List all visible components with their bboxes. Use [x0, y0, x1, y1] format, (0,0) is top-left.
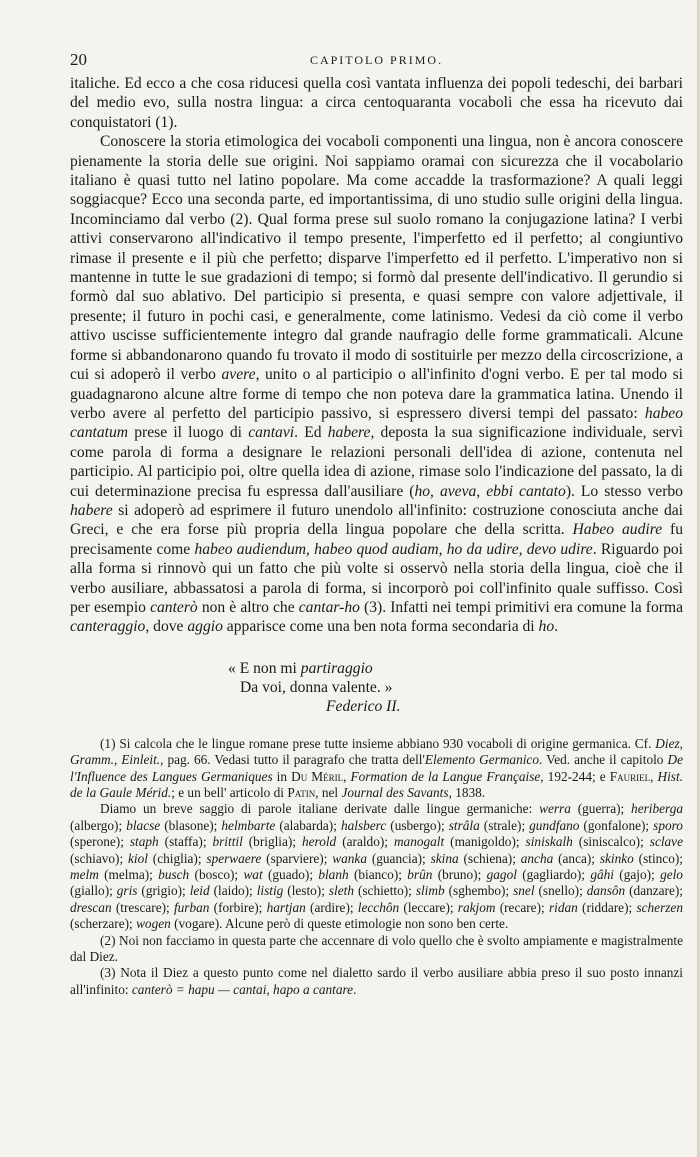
italic-term: habeo cantatum: [70, 404, 683, 442]
germanic-word: ridan: [548, 899, 578, 915]
germanic-word: gris: [116, 883, 138, 899]
germanic-word: blacse: [126, 817, 161, 833]
germanic-word: gâhi: [590, 867, 614, 883]
germanic-word: ancha: [520, 850, 554, 866]
text-run: ; e un bell' articolo di: [171, 785, 288, 800]
germanic-word: dansôn: [586, 883, 626, 899]
germanic-word: scherzen: [636, 899, 683, 915]
italic-term: canteraggio: [70, 618, 146, 636]
germanic-word: melm: [70, 867, 99, 883]
italic-term: Formation de la Langue Française: [350, 768, 541, 784]
text-run: (strale);: [479, 817, 530, 833]
footnote-3: [70, 965, 683, 998]
text-run: in: [272, 768, 292, 784]
text-run: . Ed: [294, 424, 328, 442]
italic-term: habere: [70, 501, 113, 519]
italic-term: habeo audiendum, habeo quod audiam, ho da udire, devo udire: [194, 540, 593, 558]
text-run: (1) Si calcola che le lingue romane prese tutte insieme abbiano 930 vocaboli di origine germanica. Cf.: [100, 735, 656, 751]
germanic-word: lecchôn: [357, 899, 400, 915]
text-run: (sperone);: [70, 834, 130, 850]
text-run: , unito o al participio o all'infinito d'ogni verbo. E per tal modo si guadagnarono alcune altre forme di tempo che non poteva dare la grammatica latina. Unendo il verbo avere al perfetto del participio passivo, si espressero diversi tempi del passato:: [70, 366, 683, 422]
paragraph-2: [70, 132, 683, 637]
germanic-word: werra: [539, 801, 571, 817]
germanic-word: hartjan: [266, 899, 306, 915]
text-run: .: [353, 981, 357, 997]
text-run: apparisce come una ben nota forma secondaria di: [222, 618, 539, 636]
germanic-word: leid: [189, 883, 210, 899]
text-run: (usbergo);: [386, 817, 449, 833]
germanic-word: sporo: [653, 817, 683, 833]
text-run: non è altro che: [197, 598, 299, 616]
author-name: Patin: [287, 785, 316, 800]
germanic-word: helmbarte: [221, 817, 276, 833]
italic-term: canterò = hapu — cantai, hapo a cantare: [131, 981, 354, 997]
italic-term: partiraggio: [300, 659, 373, 677]
text-run: , 192-244; e: [540, 768, 610, 784]
page-number: 20: [70, 50, 87, 69]
quote-attribution: Federico II.: [326, 697, 401, 715]
text-run: (bosco);: [189, 867, 244, 883]
book-page: [70, 50, 683, 998]
italic-term: habere: [327, 424, 371, 442]
text-run: (blasone);: [160, 817, 222, 833]
text-run: (riddare);: [577, 899, 637, 915]
body-text: [70, 74, 683, 637]
text-run: (alabarda);: [275, 817, 341, 833]
germanic-word: heriberga: [631, 801, 683, 817]
footnote-2: (2) Noi non facciamo in questa parte che accennare di volo quello che è svolto ampiamente e magistralmente dal Diez.: [70, 932, 683, 965]
text-run: (manigoldo);: [444, 834, 526, 850]
italic-term: Hist. de la Gaule Mérid.: [70, 768, 683, 800]
germanic-word: siniskalh: [525, 834, 573, 850]
germanic-word: skina: [430, 850, 459, 866]
text-run: (giallo);: [70, 883, 117, 899]
text-run: (schiena);: [458, 850, 521, 866]
text-run: (guerra);: [570, 801, 632, 817]
text-run: (albergo);: [70, 817, 127, 833]
verse-quotation: [70, 659, 683, 716]
text-run: (gajo);: [613, 867, 661, 883]
italic-term: De l'Influence des Langues Germaniques: [70, 752, 683, 784]
text-run: (staffa);: [158, 834, 213, 850]
germanic-word: wat: [243, 867, 263, 883]
text-run: (melma);: [98, 867, 159, 883]
germanic-word: rakjom: [457, 899, 496, 915]
footnotes: [70, 736, 683, 999]
germanic-word: listig: [256, 883, 284, 899]
germanic-word: sleth: [328, 883, 354, 899]
italic-term: Journal des Savants: [341, 785, 449, 800]
text-run: (araldo);: [336, 834, 394, 850]
germanic-word: herold: [301, 834, 337, 850]
paragraph-1: italiche. Ed ecco a che cosa riducesi quella così vantata influenza dei popoli tedeschi, dei barbari del medio evo, sulla nostra lingua: a circa centoquaranta vocaboli che essa ha ricevuto dai conquistatori (1).: [70, 75, 683, 131]
italic-term: ho: [538, 618, 555, 636]
text-run: (bianco);: [348, 867, 408, 883]
text-run: (3). Infatti nei tempi primitivi era comune la forma: [359, 598, 683, 616]
germanic-word: skinko: [599, 850, 634, 866]
text-run: Conoscere la storia etimologica dei vocaboli componenti una lingua, non è ancora conoscere pienamente la storia delle sue origini. Noi sappiamo oramai con sicurezza che il vocabolario italiano è quasi tutto nel latino popolare. Ma come accadde la trasformazione? A quali leggi soggiacque? Ecco una seconda parte, ed importantissima, di uno studio sulle origini della lingua. Incominciamo dal verbo (2). Qual forma prese sul suolo romano la conjugazione latina? I verbi attivi conservarono all'indicativo il tempo presente, l'imperfetto ed il perfetto; al congiuntivo rimase il presente e il più che perfetto; disparve l'imperfetto ed il perfetto. L'imperativo non si mantenne in tutte le sue gradazioni di tempo; si formò dal presente dell'indicativo. Il gerundio si formò dal suo ablativo. Del participio si presenta, e quasi sempre con valore adjettivale, il presente; il futuro in pochi casi, e generalmente, come latinismo. Vedesi da ciò come il verbo attivo uscisse sufficientemente integro dal grande naufragio delle forme grammaticali. Alcune forme si abbandonarono quando fu trovato il modo di sostituirle per mezzo della circoscrizione, a cui si adoperò il verbo: [70, 133, 683, 384]
germanic-word: brûn: [407, 867, 433, 883]
germanic-word: sperwaere: [206, 850, 262, 866]
text-run: (snello);: [534, 883, 587, 899]
text-run: ,: [650, 768, 658, 784]
text-run: (chiglia);: [147, 850, 207, 866]
text-run: (guado);: [262, 867, 319, 883]
text-run: (gagliardo);: [516, 867, 591, 883]
text-run: . Ved. anche il capitolo: [538, 752, 668, 768]
text-run: (anca);: [553, 850, 600, 866]
germanic-word: wogen: [136, 916, 171, 932]
text-run: , deposta la sua significazione individuale, servì come parola di forma a designare le relazioni personali dell'idea di azione, contenuta nel participio. Al participio poi, oltre quella idea di azione, rimase solo l'indicazione del passato, la di cui determinazione precisa fu espressa dall'ausiliare (: [70, 424, 683, 500]
text-run: (forbire);: [209, 899, 267, 915]
italic-term: Diez, Gramm., Einleit.: [70, 735, 683, 768]
text-run: Diamo un breve saggio di parole italiane derivate dalle lingue germaniche:: [100, 801, 540, 817]
germanic-word: brittil: [212, 834, 243, 850]
germanic-word: snel: [513, 883, 535, 899]
germanic-word: blanh: [318, 867, 349, 883]
text-run: .: [554, 618, 559, 636]
text-run: (briglia);: [242, 834, 302, 850]
germanic-word: strâla: [448, 817, 480, 833]
author-name: Du Méril: [291, 768, 344, 784]
text-run: (guancia);: [366, 850, 431, 866]
quote-line-2: Da voi, donna valente. »: [240, 678, 393, 696]
italic-term: ho, aveva, ebbi cantato: [414, 482, 566, 500]
text-run: (3) Nota il Diez a questo punto come nel dialetto sardo il verbo ausiliare abbia preso il suo posto innanzi all'infinito:: [70, 965, 683, 997]
text-run: (trescare);: [111, 899, 174, 915]
text-run: (vogare). Alcune però di queste etimologie non sono ben certe.: [170, 916, 509, 932]
text-run: (recare);: [495, 899, 549, 915]
germanic-word: sclave: [649, 834, 683, 850]
germanic-word: drescan: [70, 899, 112, 915]
germanic-word: busch: [158, 867, 190, 883]
text-run: « E non mi: [228, 659, 301, 677]
text-run: (scherzare);: [70, 916, 137, 932]
text-run: ). Lo stesso verbo: [565, 482, 683, 500]
text-run: (lesto);: [283, 883, 329, 899]
text-run: (sparviere);: [261, 850, 333, 866]
text-run: ,: [343, 768, 351, 784]
germanic-word: slimb: [415, 883, 445, 899]
text-run: (ardire);: [305, 899, 358, 915]
germanic-word: manogalt: [393, 834, 445, 850]
italic-term: avere: [221, 366, 256, 384]
italic-term: canterò: [150, 598, 198, 616]
text-run: , nel: [315, 785, 342, 800]
germanic-word: gelo: [660, 867, 683, 883]
text-run: (laido);: [209, 883, 257, 899]
text-run: (siniscalco);: [572, 834, 650, 850]
page-header: [70, 50, 683, 74]
text-run: (leccare);: [399, 899, 458, 915]
italic-term: cantavi: [248, 424, 295, 442]
germanic-word: wanka: [332, 850, 367, 866]
germanic-word: halsberc: [340, 817, 387, 833]
germanic-word: gundfano: [529, 817, 580, 833]
italic-term: cantar-ho: [298, 598, 360, 616]
text-run: (danzare);: [625, 883, 684, 899]
text-run: (sghembo);: [444, 883, 514, 899]
text-run: , 1838.: [448, 785, 486, 800]
text-run: , dove: [145, 618, 188, 636]
text-run: (schietto);: [354, 883, 416, 899]
footnote-1-word-list: [70, 801, 683, 932]
germanic-word: staph: [129, 834, 159, 850]
running-head: CAPITOLO PRIMO.: [309, 53, 444, 67]
quote-line-1: [228, 659, 683, 678]
text-run: fu precisamente come: [70, 521, 683, 558]
author-name: Fauriel: [609, 768, 651, 784]
text-run: si adoperò ad esprimere il futuro unendolo all'infinito: costruzione conosciuta anche dai Greci, e che era forse più propria della lingua popolare che della scritta.: [70, 501, 683, 539]
italic-term: aggio: [187, 618, 223, 636]
text-run: (schiavo);: [70, 850, 129, 866]
footnote-1: [70, 736, 683, 802]
germanic-word: furban: [173, 899, 210, 915]
text-run: (stinco);: [633, 850, 683, 866]
text-run: . Riguardo poi alla forma si rinnovò qui un fatto che più volte si osservò nella storia della lingua, cioè che il verbo ausiliare, abbassatosi a parola di forma, si incorporò poi coll'infinito quale suffisso. Così per esempio: [70, 540, 683, 616]
text-run: (grigio);: [137, 883, 190, 899]
germanic-word: kiol: [128, 850, 148, 866]
text-run: (gonfalone);: [579, 817, 654, 833]
italic-term: Elemento Germanico: [424, 752, 539, 768]
text-run: prese il luogo di: [128, 424, 249, 442]
italic-term: Habeo audire: [572, 521, 663, 539]
text-run: (bruno);: [432, 867, 487, 883]
text-run: , pag. 66. Vedasi tutto il paragrafo che tratta dell': [160, 752, 425, 768]
germanic-word: gagol: [486, 867, 517, 883]
